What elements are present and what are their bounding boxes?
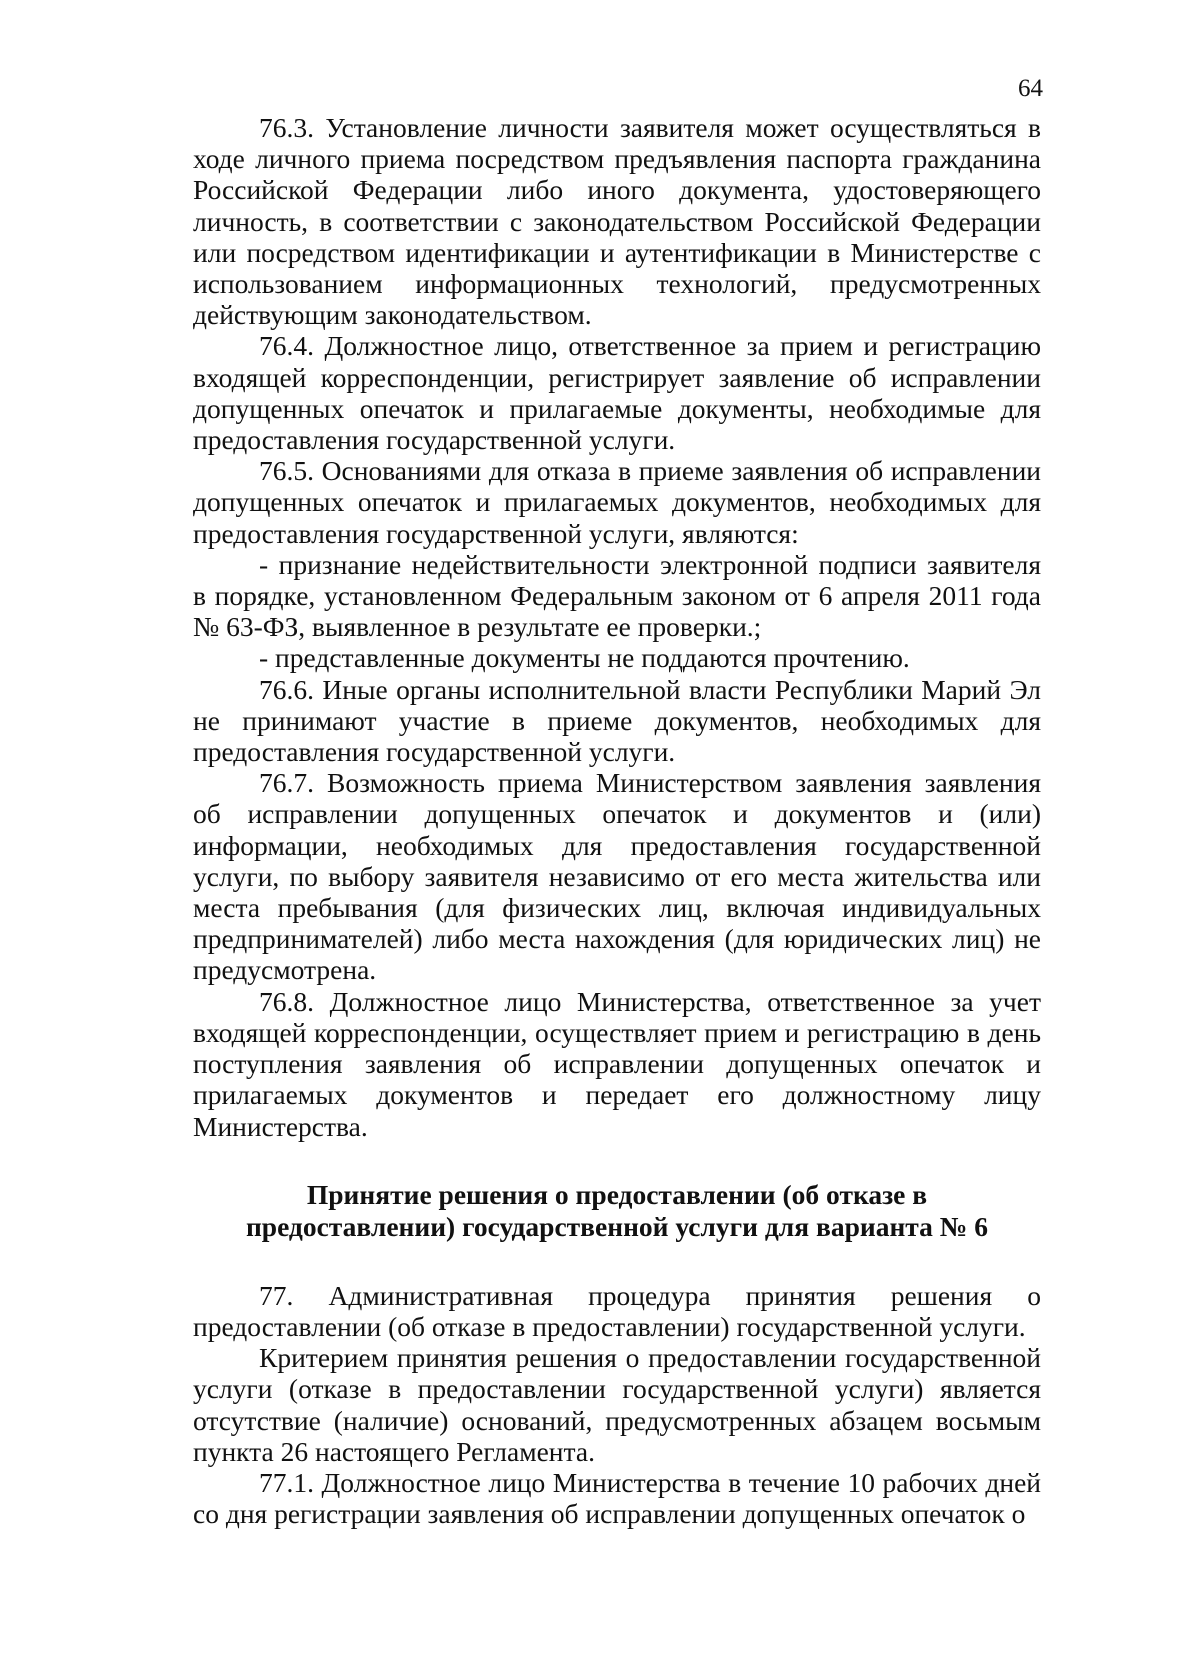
- paragraph-76-8: 76.8. Должностное лицо Министерства, ответственное за учет входящей корреспонденции, осуществляет прием и регистрацию в день поступления заявления об исправлении допущенных опечаток и прилагаемых документов и передает его должностному лицу Министерства.: [193, 985, 1041, 1142]
- list-item-unreadable-documents: - представленные документы не поддаются прочтению.: [259, 642, 910, 674]
- paragraph-77: 77. Административная процедура принятия решения о предоставлении (об отказе в предоставлении) государственной услуги.: [193, 1279, 1041, 1342]
- paragraph-77-1: 77.1. Должностное лицо Министерства в течение 10 рабочих дней со дня регистрации заявления об исправлении допущенных опечаток о: [193, 1466, 1041, 1530]
- page-number: 64: [1018, 75, 1043, 102]
- paragraph-76-5: 76.5. Основаниями для отказа в приеме заявления об исправлении допущенных опечаток и прилагаемых документов, необходимых для предоставления государственной услуги, являются:: [193, 455, 1041, 549]
- paragraph-76-6: 76.6. Иные органы исполнительной власти Республики Марий Эл не принимают участие в приеме документов, необходимых для предоставления государственной услуги.: [193, 673, 1041, 768]
- paragraph-76-7: 76.7. Возможность приема Министерством заявления заявления об исправлении допущенных опечаток и документов и (или) информации, необходимых для предоставления государственной услуги, по выбору заявителя независимо от его места жительства или места пребывания (для физических лиц, включая индивидуальных предпринимателей) либо места нахождения (для юридических лиц) не предусмотрена.: [193, 767, 1041, 986]
- paragraph-decision-criterion: Критерием принятия решения о предоставлении государственной услуги (отказе в предоставлении государственной услуги) является отсутствие (наличие) оснований, предусмотренных абзацем восьмым пункта 26 настоящего Регламента.: [193, 1342, 1041, 1467]
- list-item-signature-invalid: - признание недействительности электронной подписи заявителя в порядке, установленном Федеральным законом от 6 апреля 2011 года № 63-ФЗ, выявленное в результате ее проверки.;: [193, 548, 1041, 643]
- document-body: [193, 112, 1041, 1529]
- paragraph-76-4: 76.4. Должностное лицо, ответственное за прием и регистрацию входящей корреспонденции, регистрирует заявление об исправлении допущенных опечаток и прилагаемые документы, необходимые для предоставления государственной услуги.: [193, 330, 1041, 456]
- section-heading: [193, 1179, 1041, 1243]
- paragraph-76-3: 76.3. Установление личности заявителя может осуществляться в ходе личного приема посредством предъявления паспорта гражданина Российской Федерации либо иного документа, удостоверяющего личность, в соответствии с законодательством Российской Федерации или посредством идентификации и аутентификации в Министерстве с использованием информационных технологий, предусмотренных действующим законодательством.: [193, 112, 1041, 331]
- section-heading-line-2: предоставлении) государственной услуги для варианта № 6: [245, 1210, 989, 1242]
- section-heading-line-1: Принятие решения о предоставлении (об отказе в: [306, 1178, 928, 1210]
